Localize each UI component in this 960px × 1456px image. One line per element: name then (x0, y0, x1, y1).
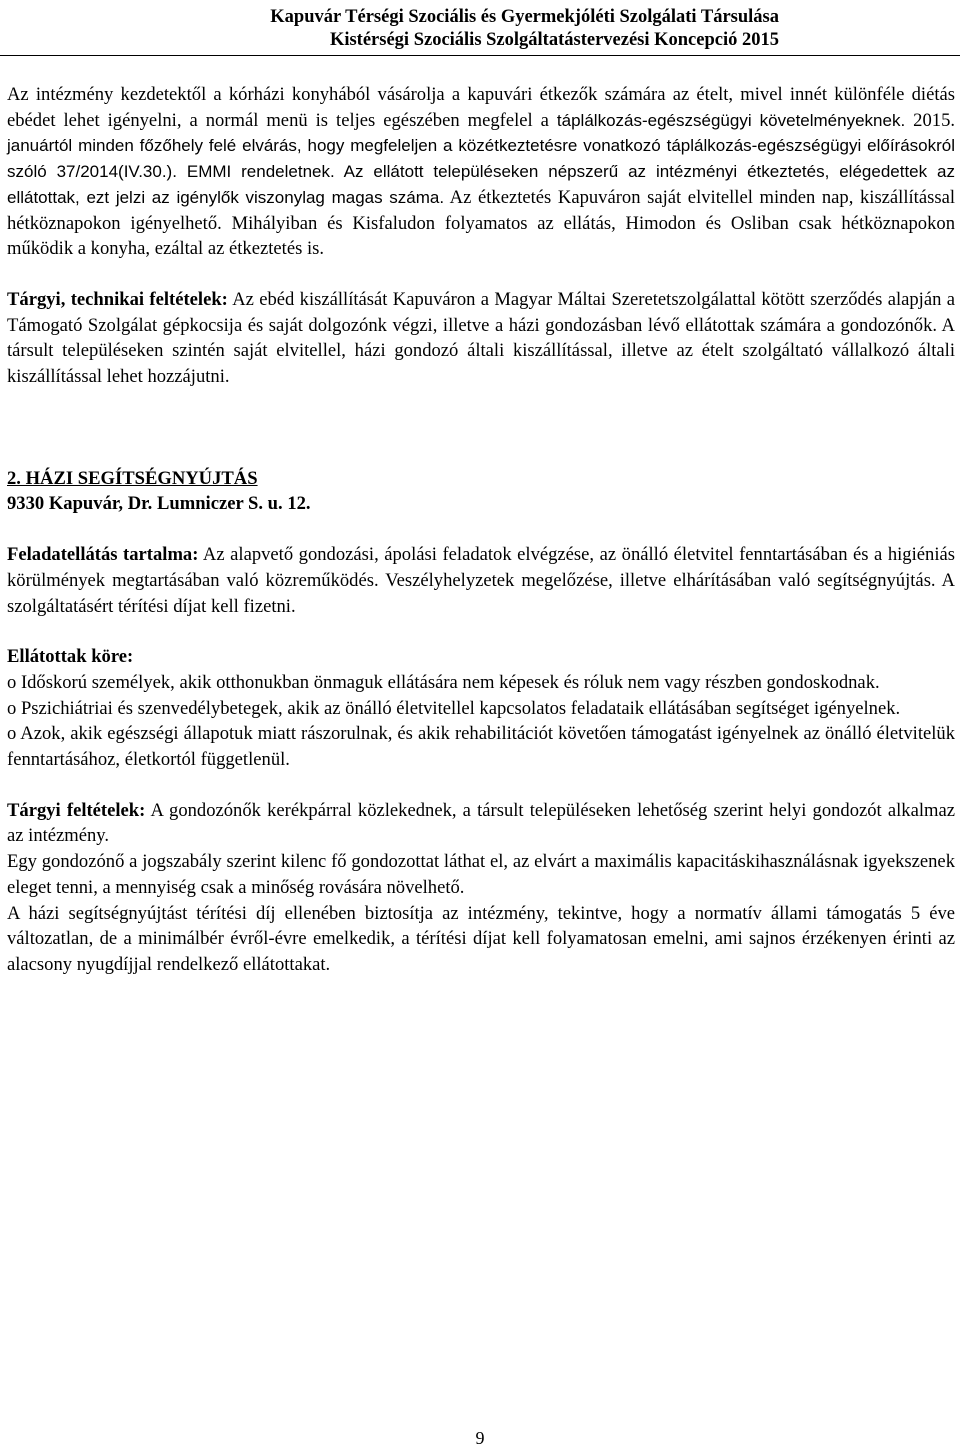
tasks-label: Feladatellátás tartalma: (7, 544, 199, 566)
section-address: 9330 Kapuvár, Dr. Lumniczer S. u. 12. (7, 493, 311, 515)
intro-text-c: januártól minden főzőhely felé elvárás, hogy megfeleljen a közétkeztetésre vonatkozó táplálkozás-egészségügyi előírásokról szóló 37/2014(IV.30.). EMMI rendeletnek. Az ellátott településeken népszerű az intézményi étkeztetés, elégedettek az ellátottak, ezt jelzi az igénylők viszonylag magas száma. (7, 136, 955, 207)
header-organization: Kapuvár Térségi Szociális és Gyermekjóléti Szolgálati Társulása (270, 7, 779, 27)
material-conditions-paragraph (7, 798, 955, 849)
document-body (7, 82, 955, 978)
intro-paragraph (7, 82, 955, 262)
tasks-text: Az alapvető gondozási, ápolási feladatok elvégzése, az önálló életvitel fenntartásában és a higiéniás körülmények megtartásában való közreműködés. Veszélyhelyzetek megelőzése, illetve elhárításában való segítségnyújtás. A szolgáltatásért térítési díjat kell fizetni. (7, 544, 955, 617)
technical-conditions-label: Tárgyi, technikai feltételek: (7, 288, 228, 310)
header-document-title: Kistérségi Szociális Szolgáltatástervezési Koncepció 2015 (329, 30, 779, 50)
recipients-item: o Időskorú személyek, akik otthonukban önmaguk ellátására nem képesek és róluk nem vagy részben gondoskodnak. (7, 671, 880, 693)
fee-paragraph: A házi segítségnyújtást térítési díj ellenében biztosítja az intézmény, tekintve, hogy a normatív állami támogatás 5 éve változatlan, de a minimálbér évről-évre emelkedik, a térítési díjat kell folyamatosan emelni, ami sajnos érzékenyen érinti az alacsony nyugdíjjal rendelkező ellátottakat. (7, 902, 955, 975)
material-conditions-label: Tárgyi feltételek: (7, 799, 146, 821)
intro-text-d: Az étkeztetés Kapuváron saját elvitellel minden nap, kiszállítással hétköznapokon igényelhető. Mihályiban és Kisfaludon folyamatos az ellátás, Himodon és Osliban csak hétköznapokon működik a konyha, ezáltal az étkeztetés is. (7, 186, 955, 260)
technical-conditions-paragraph (7, 287, 955, 390)
material-conditions-text: A gondozónők kerékpárral közlekednek, a társult településeken lehetőség szerint helyi gondozót alkalmaz az intézmény. (7, 799, 955, 847)
intro-text-a: Az intézmény kezdetektől a kórházi konyhából vásárolja a kapuvári étkezők számára az ételt, mivel innét különféle diétás ebédet lehet igényelni, a normál menü is teljes egészében megfelel a (7, 84, 955, 131)
page-header (270, 6, 779, 52)
page-number: 9 (475, 1428, 485, 1448)
recipients-item: o Pszichiátriai és szenvedélybetegek, akik az önálló életvitellel kapcsolatos feladataik ellátásában segítséget igényelnek. (7, 697, 901, 719)
recipients-heading: Ellátottak köre: (7, 646, 134, 668)
recipients-item: o Azok, akik egészségi állapotuk miatt rászorulnak, és akik rehabilitációt követően támogatást igényelnek az önálló életvitelük fenntartásához, életkortól függetlenül. (7, 723, 955, 771)
technical-conditions-text: Az ebéd kiszállítását Kapuváron a Magyar Máltai Szeretetszolgálattal kötött szerződés alapján a Támogató Szolgálat gépkocsija és saját dolgozónk végzi, illetve a házi gondozásban lévő ellátottak számára a gondozónők. A társult településeken szintén saját elvitellel, házi gondozó általi kiszállítással, illetve az ételt szolgáltató vállalkozó általi kiszállítással lehet hozzájutni. (7, 288, 955, 388)
header-divider (0, 55, 960, 56)
caregiver-capacity-paragraph: Egy gondozónő a jogszabály szerint kilenc fő gondozottat láthat el, az elvárt a maximális kapacitáskihasználásnak igyekszenek eleget tenni, a mennyiség csak a minőség rovására növelhető. (7, 851, 955, 898)
section-title: 2. HÁZI SEGÍTSÉGNYÚJTÁS (7, 467, 258, 489)
tasks-paragraph (7, 542, 955, 619)
intro-year: 2015. (905, 109, 956, 131)
intro-text-b: táplálkozás-egészségügyi követelményeknek. (556, 110, 906, 130)
